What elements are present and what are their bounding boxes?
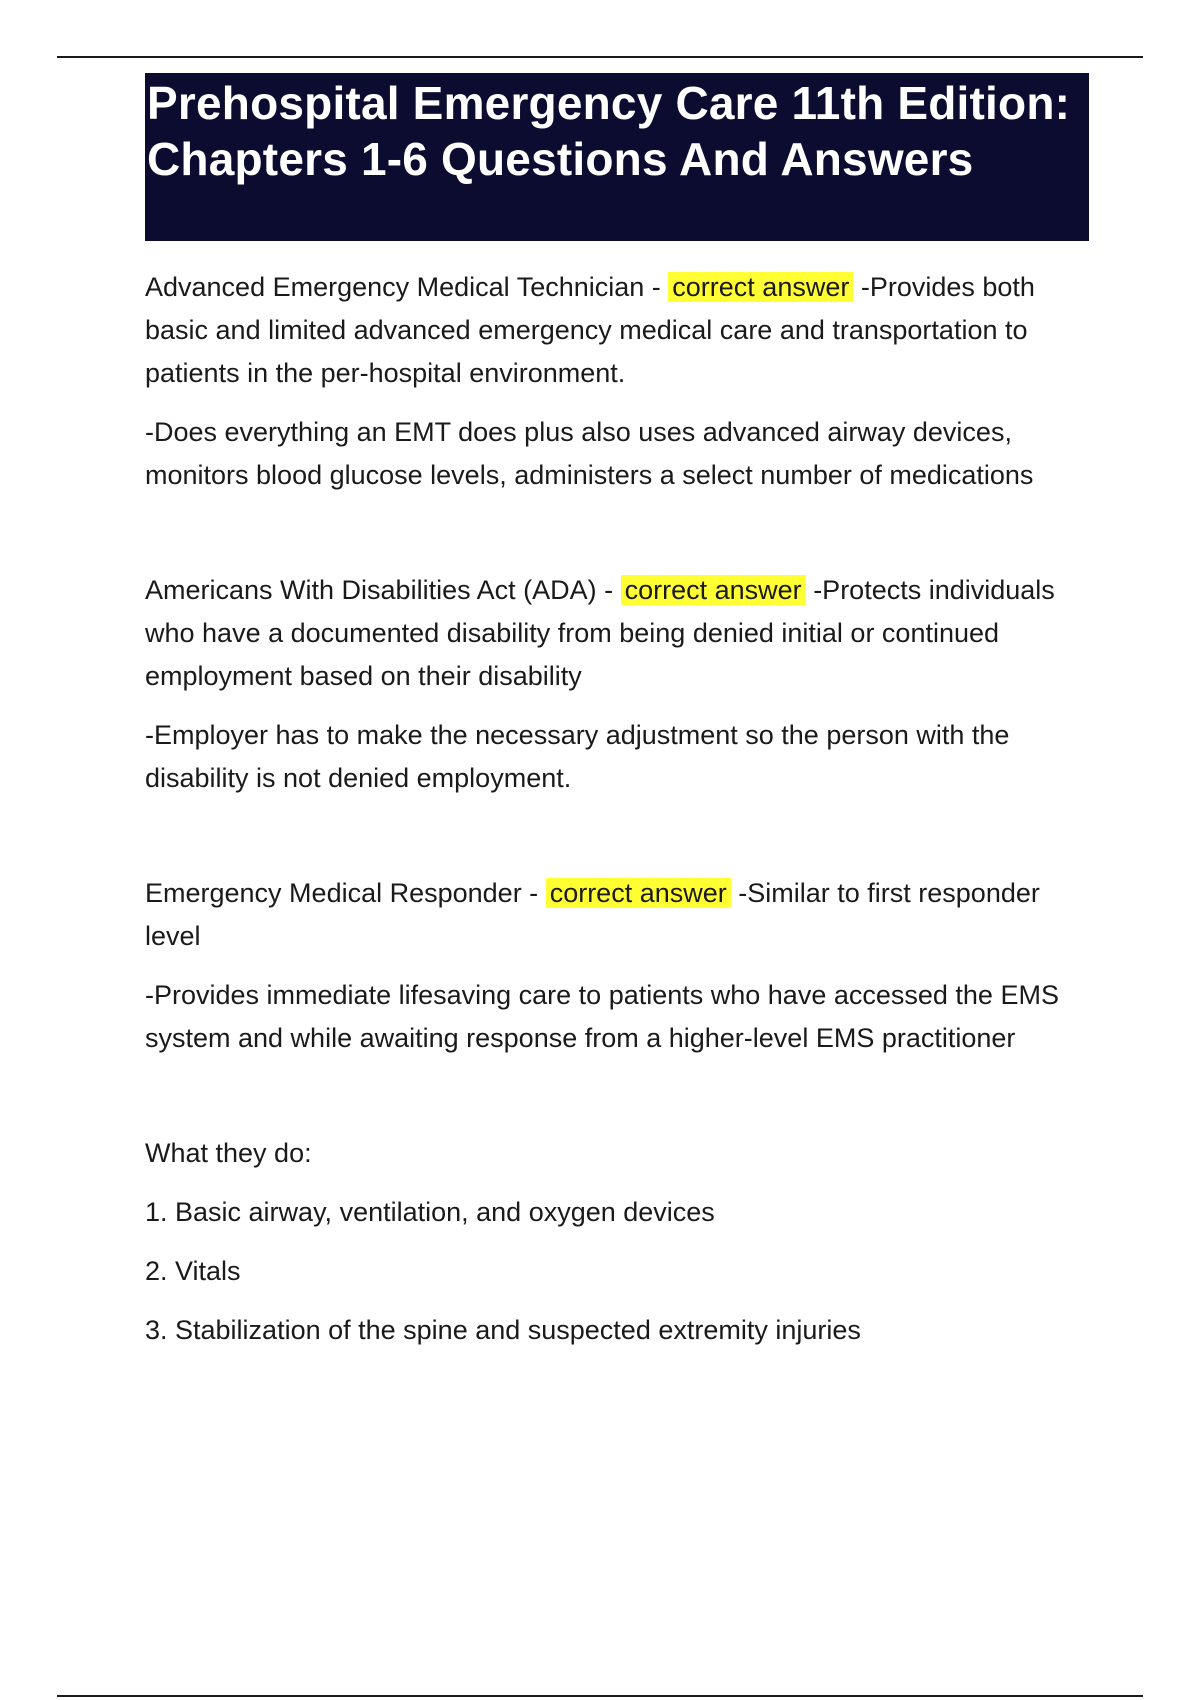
entry-1-answer (145, 266, 1095, 395)
entry-1-highlight: correct answer (668, 272, 853, 302)
document-title: Prehospital Emergency Care 11th Edition: Chapters 1-6 Questions And Answers (147, 77, 1071, 185)
entry-2-answer-text: -Protects individuals who have a documented disability from being denied initial or continued employment based on their disability (145, 575, 1055, 691)
entry-3-highlight: correct answer (546, 878, 731, 908)
entry-2-highlight: correct answer (621, 575, 806, 605)
what-they-do-heading: What they do: (145, 1138, 312, 1168)
entry-3-answer-text: -Similar to first responder level (145, 878, 1040, 951)
entry-1-answer-text: -Provides both basic and limited advanced emergency medical care and transportation to patients in the per-hospital environment. (145, 272, 1035, 388)
list-item: 3. Stabilization of the spine and suspected extremity injuries (145, 1315, 861, 1345)
entry-3-detail: -Provides immediate lifesaving care to patients who have accessed the EMS system and while awaiting response from a higher-level EMS practitioner (145, 980, 1059, 1053)
entry-3-term: Emergency Medical Responder - (145, 878, 546, 908)
list-item: 2. Vitals (145, 1256, 241, 1286)
entry-1-detail: -Does everything an EMT does plus also uses advanced airway devices, monitors blood glucose levels, administers a select number of medications (145, 417, 1034, 490)
top-rule (57, 56, 1143, 58)
entry-3-answer (145, 872, 1095, 958)
entry-2-answer (145, 569, 1095, 698)
bottom-rule (57, 1695, 1143, 1697)
entry-1-term: Advanced Emergency Medical Technician - (145, 272, 669, 302)
entry-2-term: Americans With Disabilities Act (ADA) - (145, 575, 621, 605)
title-banner (145, 73, 1089, 241)
document-body (145, 266, 1095, 1352)
entry-2-detail: -Employer has to make the necessary adjustment so the person with the disability is not denied employment. (145, 720, 1010, 793)
list-item: 1. Basic airway, ventilation, and oxygen devices (145, 1197, 715, 1227)
